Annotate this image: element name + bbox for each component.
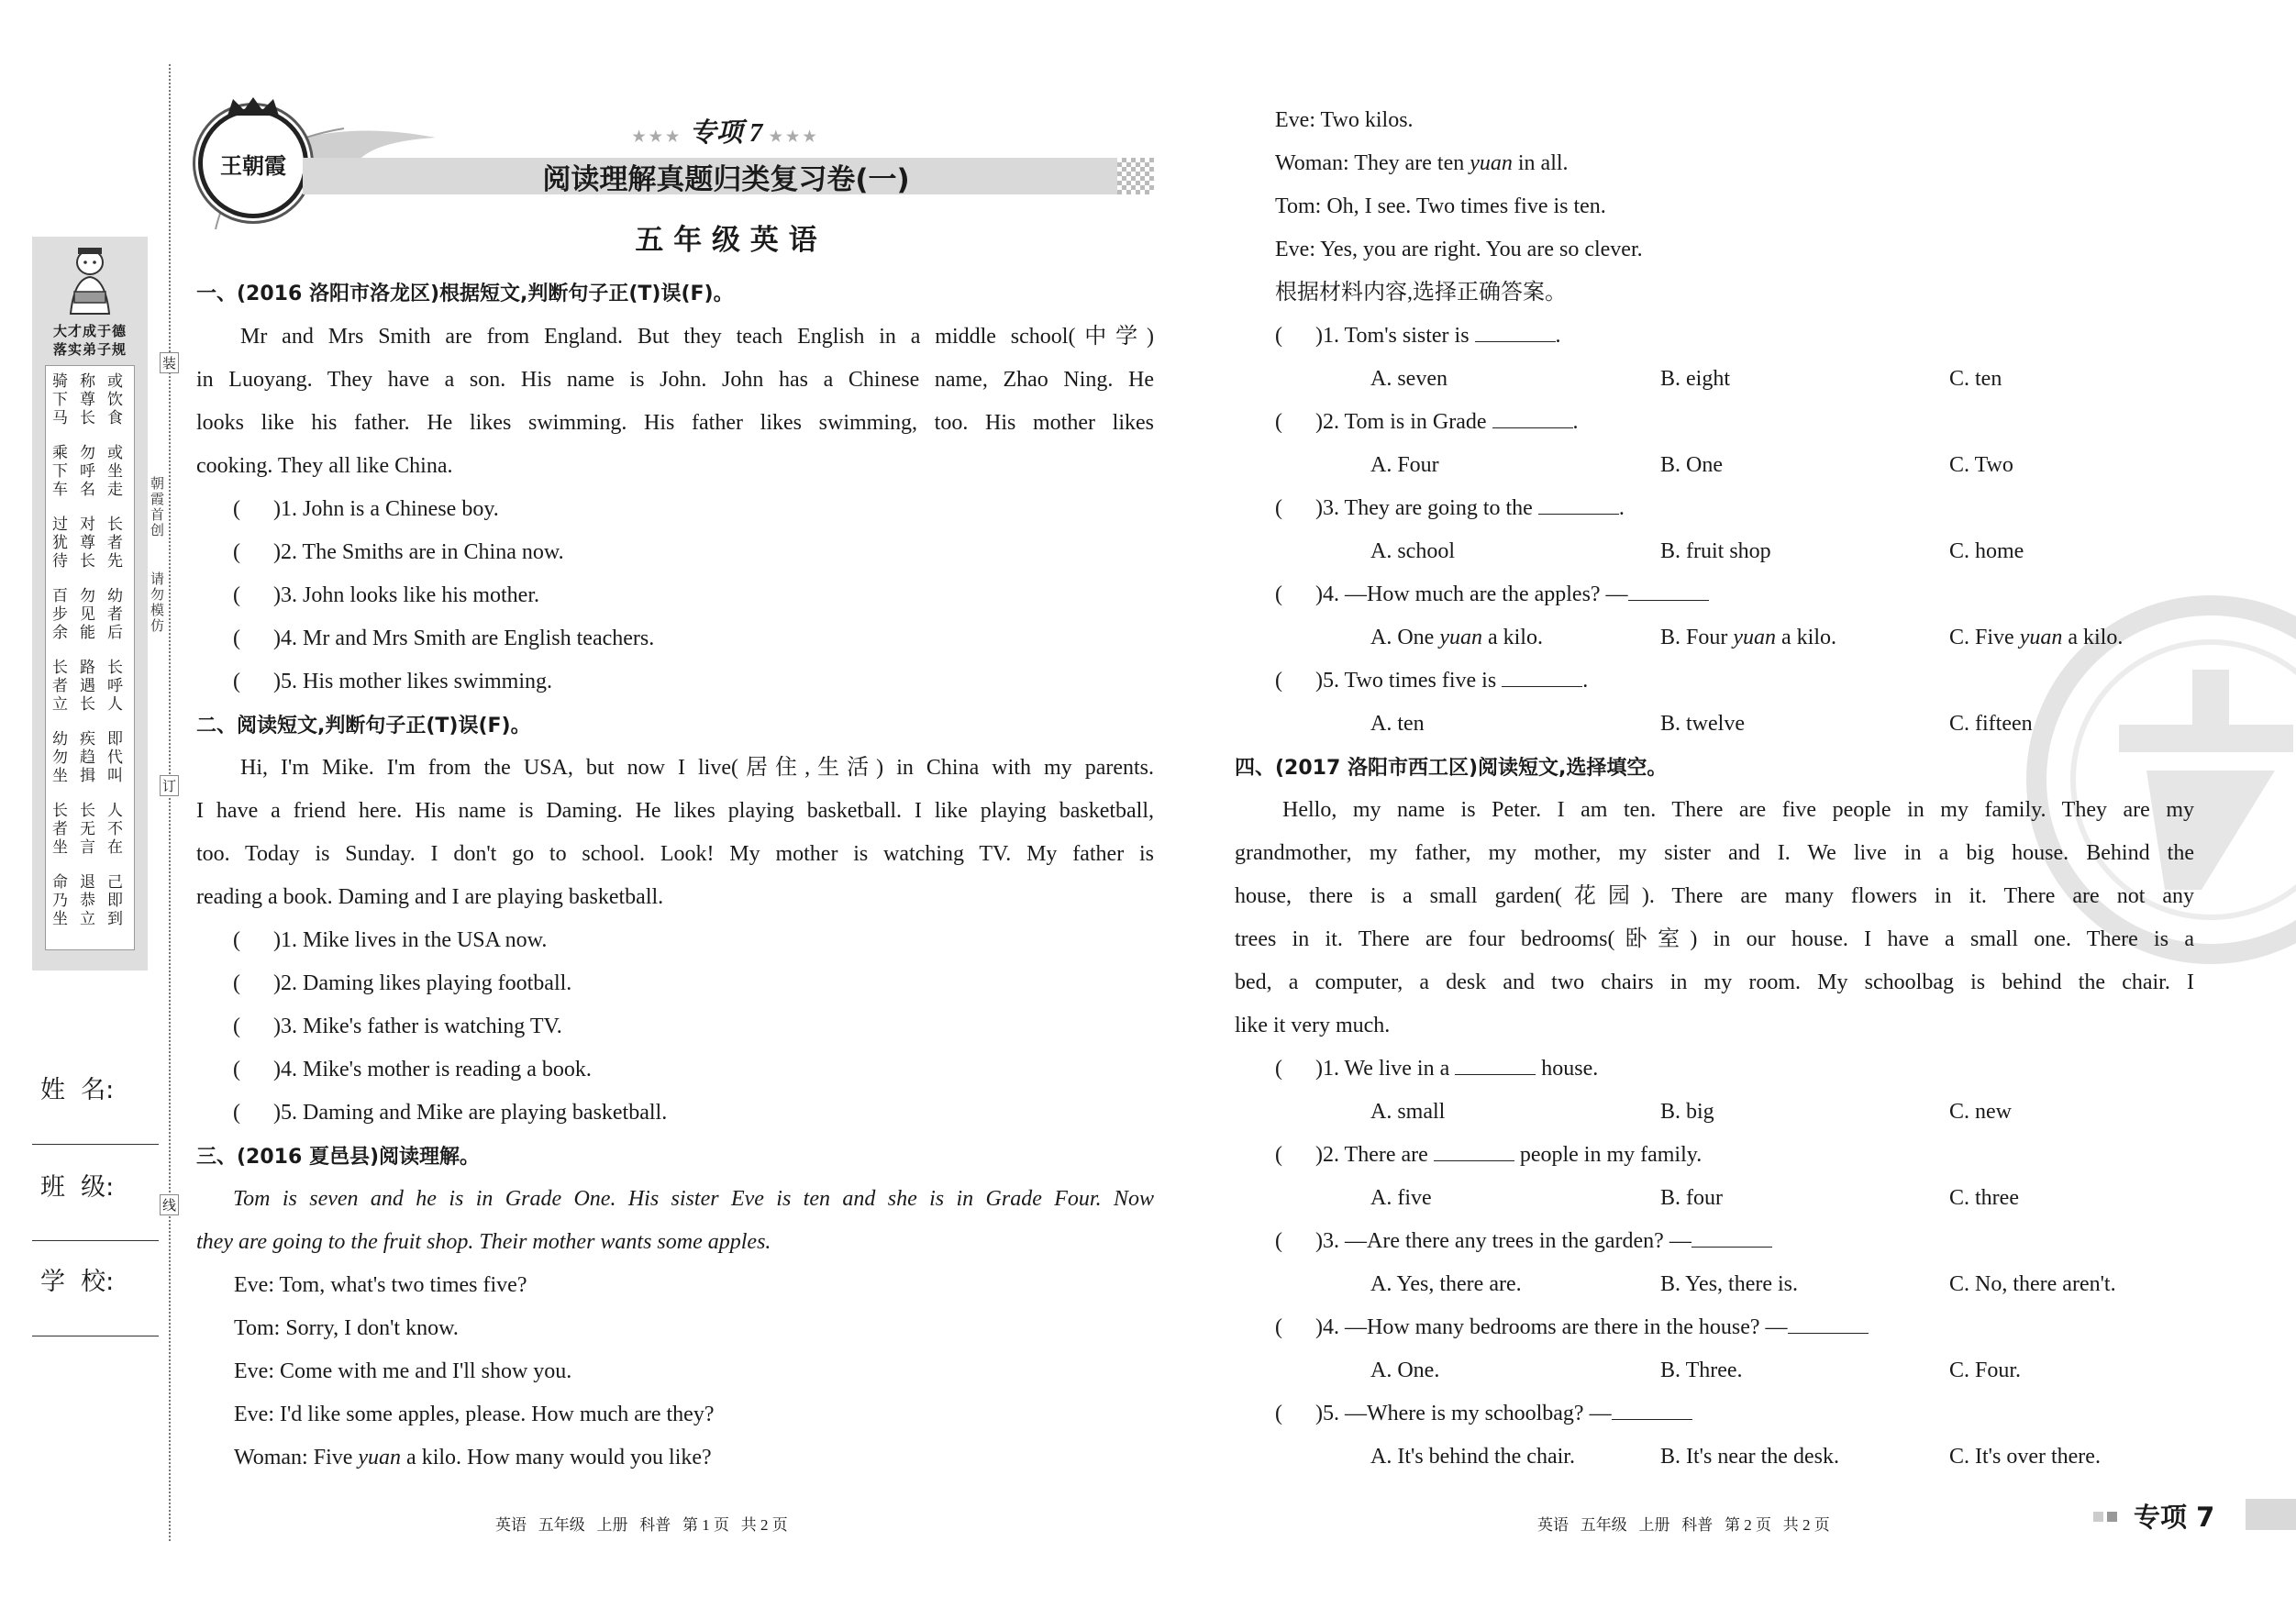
question-text: )3. John looks like his mother. [273,583,539,607]
section4-heading: 四、(2017 洛阳市西工区)阅读短文,选择填空。 [1235,757,1668,780]
dialogue-line: Woman: Five yuan a kilo. How many would you like? [234,1446,712,1469]
option-a[interactable]: A. Four [1370,453,1439,477]
options-row [1275,530,2146,573]
passage-line: like it very much. [1235,1014,1391,1037]
couplet-column: 长者坐 [52,802,68,857]
question-row[interactable]: ( )3. John looks like his mother. [233,583,539,607]
question-row[interactable]: ( )2. There are people in my family. [1275,1143,1703,1167]
couplet-column: 或坐走 [107,444,123,499]
couplet-column: 或饮食 [107,372,123,427]
passage-line: Hello, my name is Peter. I am ten. There are five people in my family. They are my [1282,798,2194,822]
option-b[interactable]: B. It's near the desk. [1660,1445,1839,1469]
series-label: ★★★ 专项 7 ★★★ [632,118,820,148]
option-b[interactable]: B. fruit shop [1660,539,1771,563]
section3-dialogue [234,1264,714,1480]
footer-right: 英语 五年级 上册 科普 第 2 页 共 2 页 [1537,1516,1830,1534]
question-row[interactable]: ( )5. His mother likes swimming. [233,670,552,693]
instruction-text: 根据材料内容,选择正确答案。 [1275,281,1567,305]
question-row[interactable]: ( )2. Tom is in Grade . [1275,410,1579,434]
options-row [1275,1177,2146,1220]
option-b[interactable]: B. big [1660,1100,1714,1124]
option-a[interactable]: A. It's behind the chair. [1370,1445,1575,1469]
dialogue-line: Eve: Yes, you are right. You are so clever. [1275,238,1643,261]
answer-blank[interactable] [1455,1058,1536,1075]
option-a[interactable]: A. school [1370,539,1455,563]
intro-line: they are going to the fruit shop. Their mother wants some apples. [196,1230,771,1254]
passage-line: in Luoyang. They have a son. His name is John. John has a Chinese name, Zhao Ning. He [196,368,1154,392]
option-a[interactable]: A. ten [1370,712,1425,736]
question-row[interactable]: ( )2. Daming likes playing football. [233,971,572,995]
option-c[interactable]: C. Two [1949,453,2013,477]
options-row [1275,616,2146,660]
couplet-column: 乘下车 [52,444,68,499]
option-b[interactable]: B. twelve [1660,712,1745,736]
question-row[interactable]: ( )1. Mike lives in the USA now. [233,928,548,952]
couplet-column: 路遇长 [80,659,95,714]
options-row [1275,358,2146,401]
couplet-column: 幼勿坐 [52,730,68,785]
question-row[interactable]: ( )4. Mike's mother is reading a book. [233,1058,592,1081]
question-row[interactable]: ( )5. Daming and Mike are playing basketball. [233,1101,668,1125]
passage-line: house, there is a small garden(花园). There are many flowers in it. There are not any [1235,884,2194,908]
option-a[interactable]: A. One. [1370,1359,1440,1382]
motto-line-1: 大才成于德 [52,323,127,339]
question-row[interactable]: ( )4. —How many bedrooms are there in the house? — [1275,1306,2146,1349]
name-field[interactable] [32,1144,159,1145]
class-label: 班 级: [40,1173,115,1202]
corner-tag [2093,1495,2296,1534]
question-text: )1. Mike lives in the USA now. [273,928,548,952]
couplet-column: 己即到 [107,873,123,928]
passage-line: looks like his father. He likes swimming. His father likes swimming, too. His mother likes [196,411,1154,435]
question-row[interactable]: ( )1. We live in a house. [1275,1057,1599,1081]
options-row [1275,1349,2146,1392]
couplet-column: 骑下马 [52,372,68,427]
sidebar-motto-panel [32,237,148,970]
couplet-column: 过犹待 [52,516,68,571]
couplet-column: 长者立 [52,659,68,714]
couplet-column: 长呼人 [107,659,123,714]
dialogue-line: Eve: I'd like some apples, please. How much are they? [234,1403,715,1426]
option-c[interactable]: C. new [1949,1100,2012,1124]
section3-questions [1275,315,2146,746]
options-row [1275,1436,2146,1479]
option-b[interactable]: B. Four yuan a kilo. [1660,626,1837,649]
logo-text: 王朝霞 [220,152,286,179]
passage-line: I have a friend here. His name is Daming. He likes playing basketball. I like playing basketball, [196,799,1154,823]
binding-mark-3: 线 [160,1194,179,1215]
passage-line: cooking. They all like China. [196,454,453,478]
answer-blank[interactable] [1612,1403,1692,1420]
passage-line: reading a book. Daming and I are playing basketball. [196,885,664,909]
question-text: )5. His mother likes swimming. [273,670,552,693]
answer-blank[interactable] [1538,497,1619,515]
footer-left: 英语 五年级 上册 科普 第 1 页 共 2 页 [495,1516,788,1534]
series-text: 专项 7 [689,118,763,148]
couplet-column: 长无言 [80,802,95,857]
copyright-note-1: 朝霞首创 [150,477,165,538]
name-label: 姓 名: [40,1076,115,1104]
couplet-column: 勿呼名 [80,444,95,499]
section3-intro [196,1178,1154,1264]
corner-tag-text: 专项 7 [2134,1502,2215,1533]
couplet-column: 即代叫 [107,730,123,785]
option-c[interactable]: C. It's over there. [1949,1445,2101,1469]
option-c[interactable]: C. ten [1949,367,2002,391]
question-text: )5. Daming and Mike are playing basketball. [273,1101,668,1125]
options-row [1275,444,2146,487]
option-c[interactable]: C. three [1949,1186,2019,1210]
corner-tag-bar [2246,1499,2296,1530]
question-row[interactable]: ( )4. Mr and Mrs Smith are English teachers. [233,627,655,650]
answer-blank[interactable] [1628,583,1709,601]
options-row [1275,1091,2146,1134]
question-row[interactable]: ( )3. Mike's father is watching TV. [233,1015,562,1038]
question-text: )2. The Smiths are in China now. [273,540,564,564]
couplet-column: 疾趋揖 [80,730,95,785]
question-text: )3. Mike's father is watching TV. [273,1015,562,1038]
section1-passage [196,316,1154,488]
option-a[interactable]: A. Yes, there are. [1370,1272,1522,1296]
answer-blank[interactable] [1691,1230,1772,1248]
section1-heading: 一、(2016 洛阳市洛龙区)根据短文,判断句子正(T)误(F)。 [196,283,734,305]
question-row[interactable]: ( )5. —Where is my schoolbag? — [1275,1392,2146,1436]
passage-line: grandmother, my father, my mother, my sister and I. We live in a big house. Behind the [1235,841,2194,865]
question-row[interactable]: ( )4. —How much are the apples? — [1275,573,2146,616]
question-row[interactable]: ( )1. Tom's sister is . [1275,324,1561,348]
option-c[interactable]: C. Four. [1949,1359,2022,1382]
answer-blank[interactable] [1502,670,1582,687]
question-row[interactable]: ( )3. They are going to the . [1275,496,1625,520]
dialogue-line: Eve: Tom, what's two times five? [234,1273,527,1297]
couplet-column: 对尊长 [80,516,95,571]
dialogue-line: Eve: Come with me and I'll show you. [234,1359,572,1383]
question-text: )4. Mike's mother is reading a book. [273,1058,592,1081]
passage-line: too. Today is Sunday. I don't go to school. Look! My mother is watching TV. My father is [196,842,1154,866]
option-b[interactable]: B. four [1660,1186,1723,1210]
question-row[interactable]: ( )2. The Smiths are in China now. [233,540,564,564]
binding-mark-2: 订 [160,775,179,796]
copyright-note-2: 请勿模仿 [150,572,165,634]
question-text: )4. Mr and Mrs Smith are English teachers. [273,627,655,650]
section1-questions [233,488,654,704]
binding-mark-1: 装 [160,352,179,373]
page-title: 阅读理解真题归类复习卷(一) [542,163,910,196]
answer-blank[interactable] [1788,1316,1869,1334]
question-text: )1. John is a Chinese boy. [273,497,499,521]
options-row [1275,1263,2146,1306]
option-c[interactable]: C. Five yuan a kilo. [1949,626,2124,649]
couplet-column: 人不在 [107,802,123,857]
option-b[interactable]: B. eight [1660,367,1730,391]
dialogue-line: Tom: Oh, I see. Two times five is ten. [1275,194,1606,218]
option-c[interactable]: C. No, there aren't. [1949,1272,2116,1296]
answer-blank[interactable] [1492,411,1573,428]
section3-heading: 三、(2016 夏邑县)阅读理解。 [196,1146,480,1169]
dialogue-line: Eve: Two kilos. [1275,108,1414,132]
school-label: 学 校: [40,1268,115,1296]
section2-passage [196,747,1154,919]
couplet-column: 长者先 [107,516,123,571]
dialogue-line: Tom: Sorry, I don't know. [234,1316,459,1340]
page-subtitle: 五 年 级 英 语 [635,224,817,257]
corner-squares-icon [2093,1508,2121,1525]
passage-line: Mr and Mrs Smith are from England. But they teach English in a middle school(中学) [240,325,1154,349]
answer-blank[interactable] [1434,1144,1514,1161]
passage-line: bed, a computer, a desk and two chairs in my room. My schoolbag is behind the chair. I [1235,970,2194,994]
option-c[interactable]: C. home [1949,539,2024,563]
option-b[interactable]: B. One [1660,453,1723,477]
couplet-column: 百步余 [52,587,68,642]
options-row [1275,703,2146,746]
section3-continued [1275,99,1643,315]
couplet-column: 勿见能 [80,587,95,642]
motto-line-2: 落实弟子规 [52,341,127,358]
option-b[interactable]: B. Yes, there is. [1660,1272,1799,1296]
dialogue-line: Woman: They are ten yuan in all. [1275,151,1569,175]
section4-questions [1275,1048,2146,1479]
question-text: )2. Daming likes playing football. [273,971,572,995]
passage-line: trees in it. There are four bedrooms(卧室) in our house. I have a small one. There is a [1235,927,2194,951]
class-field[interactable] [32,1240,159,1241]
section4-passage [1235,789,2194,1048]
option-a[interactable]: A. small [1370,1100,1446,1124]
couplet-column: 称尊长 [80,372,95,427]
couplet-column: 幼者后 [107,587,123,642]
section2-questions [233,919,667,1135]
couplet-column: 命乃坐 [52,873,68,928]
couplet-column: 退恭立 [80,873,95,928]
intro-line: Tom is seven and he is in Grade One. His sister Eve is ten and she is in Grade Four. Now [233,1187,1154,1211]
option-a[interactable]: A. seven [1370,367,1447,391]
option-a[interactable]: A. One yuan a kilo. [1370,626,1543,649]
binding-dotted-line [169,64,171,1541]
answer-blank[interactable] [1475,325,1556,342]
question-row[interactable]: ( )3. —Are there any trees in the garden? — [1275,1220,2146,1263]
question-row[interactable]: ( )5. Two times five is . [1275,669,1589,693]
section2-heading: 二、阅读短文,判断句子正(T)误(F)。 [196,715,531,738]
option-c[interactable]: C. fifteen [1949,712,2033,736]
option-b[interactable]: B. Three. [1660,1359,1743,1382]
question-row[interactable]: ( )1. John is a Chinese boy. [233,497,499,521]
passage-line: Hi, I'm Mike. I'm from the USA, but now I live(居住,生活) in China with my parents. [240,756,1154,780]
option-a[interactable]: A. five [1370,1186,1432,1210]
